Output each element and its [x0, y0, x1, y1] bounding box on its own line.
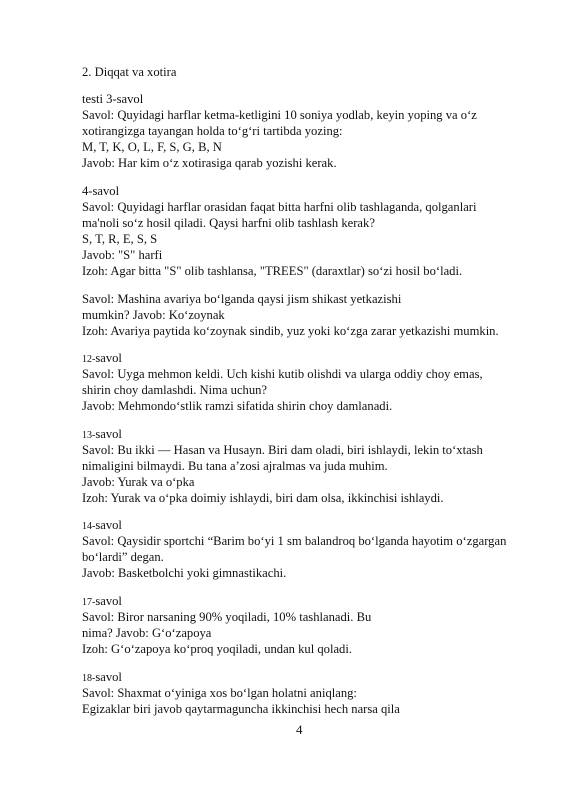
- text-line: M, T, K, O, L, F, S, G, B, N: [82, 140, 222, 154]
- text-line: nimaligini bilmaydi. Bu tana a’zosi ajralmas va juda muhim.: [82, 459, 388, 473]
- note-line: Izoh: Avariya paytida ko‘zoynak sindib, yuz yoki ko‘zga zarar yetkazishi mumkin.: [82, 324, 499, 338]
- text-line: Savol: Shaxmat o‘yiniga xos bo‘lgan holatni aniqlang:: [82, 686, 357, 700]
- question-word: savol: [95, 594, 122, 608]
- text-line: Savol: Qaysidir sportchi “Barim bo‘yi 1 sm balandroq bo‘lganda hayotim o‘zgargan: [82, 534, 507, 548]
- note-line: Izoh: Yurak va o‘pka doimiy ishlaydi, biri dam olsa, ikkinchisi ishlaydi.: [82, 491, 444, 505]
- page-number: 4: [296, 722, 303, 737]
- text-line: Savol: Uyga mehmon keldi. Uch kishi kutib olishdi va ularga oddiy choy emas,: [82, 367, 483, 381]
- text-line: S, T, R, E, S, S: [82, 232, 158, 246]
- question-number: 13-: [82, 430, 96, 441]
- answer-line: Javob: Basketbolchi yoki gimnastikachi.: [82, 566, 287, 580]
- question-word: savol: [95, 427, 122, 441]
- text-line: Savol: Quyidagi harflar ketma-ketligini 10 soniya yodlab, keyin yoping va o‘z: [82, 108, 477, 122]
- answer-line: Javob: Mehmondo‘stlik ramzi sifatida shirin choy damlanadi.: [82, 399, 393, 413]
- note-line: Izoh: Agar bitta "S" olib tashlansa, "TREES" (daraxtlar) so‘zi hosil bo‘ladi.: [82, 264, 463, 278]
- answer-line: Javob: Yurak va o‘pka: [82, 475, 195, 489]
- question-heading: testi 3-savol: [82, 92, 144, 106]
- text-line: Savol: Biror narsaning 90% yoqiladi, 10% tashlanadi. Bu: [82, 610, 372, 624]
- text-line: Savol: Bu ikki — Hasan va Husayn. Biri dam oladi, biri ishlaydi, lekin to‘xtash: [82, 443, 483, 457]
- question-word: savol: [95, 351, 122, 365]
- answer-line: Javob: Har kim o‘z xotirasiga qarab yozishi kerak.: [82, 156, 337, 170]
- text-line: Savol: Quyidagi harflar orasidan faqat bitta harfni olib tashlaganda, qolganlari: [82, 200, 477, 214]
- text-line: xotirangizga tayangan holda to‘g‘ri tartibda yozing:: [82, 124, 343, 138]
- question-number: 14-: [82, 521, 96, 532]
- question-word: savol: [95, 518, 122, 532]
- answer-line: Javob: "S" harfi: [82, 248, 163, 262]
- question-heading: 4-savol: [82, 184, 120, 198]
- text-line: Savol: Mashina avariya bo‘lganda qaysi jism shikast yetkazishi: [82, 292, 402, 306]
- answer-line: nima? Javob: G‘o‘zapoya: [82, 626, 212, 640]
- text-line: Egizaklar biri javob qaytarmaguncha ikkinchisi hech narsa qila: [82, 702, 400, 716]
- question-number: 18-: [82, 673, 96, 684]
- text-line: bo‘lardi” degan.: [82, 550, 164, 564]
- question-number: 17-: [82, 597, 96, 608]
- section-title: 2. Diqqat va xotira: [82, 65, 177, 79]
- question-word: savol: [95, 670, 122, 684]
- note-line: Izoh: G‘o‘zapoya ko‘proq yoqiladi, undan kul qoladi.: [82, 642, 352, 656]
- text-line: ma'noli so‘z hosil qiladi. Qaysi harfni olib tashlash kerak?: [82, 216, 375, 230]
- text-line: shirin choy damlashdi. Nima uchun?: [82, 383, 268, 397]
- question-number: 12-: [82, 354, 96, 365]
- answer-line: mumkin? Javob: Ko‘zoynak: [82, 308, 225, 322]
